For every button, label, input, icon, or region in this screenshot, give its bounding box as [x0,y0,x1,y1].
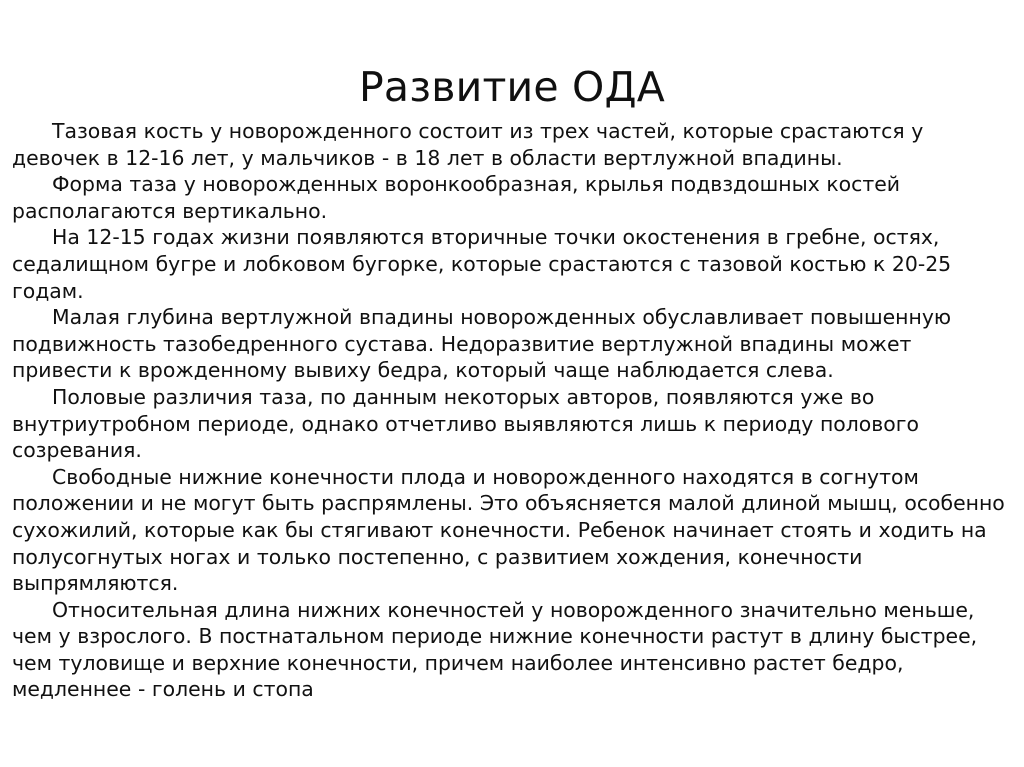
paragraph-4: Малая глубина вертлужной впадины новорожденных обуславливает повышенную подвижность тазобедренного сустава. Недоразвитие вертлужной впадины может привести к врожденному вывиху бедра, который чаще наблюдается слева. [12,305,952,383]
paragraph-3: На 12-15 годах жизни появляются вторичные точки окостенения в гребне, остях, седалищном бугре и лобковом бугорке, которые срастаются с тазовой костью к 20-25 годам. [12,225,952,303]
paragraph-2: Форма таза у новорожденных воронкообразная, крылья подвздошных костей располагаются вертикально. [12,172,901,223]
paragraph-6: Свободные нижние конечности плода и новорожденного находятся в согнутом положении и не могут быть распрямлены. Это объясняется малой длиной мышц, особенно сухожилий, которые как бы стягивают конечности. Ребенок начинает стоять и ходить на полусогнутых ногах и только постепенно, с развитием хождения, конечности выпрямляются. [12,464,1005,596]
page-title: Развитие ОДА [359,63,665,112]
paragraph-1: Тазовая кость у новорожденного состоит из трех частей, которые срастаются у девочек в 12-16 лет, у мальчиков - в 18 лет в области вертлужной впадины. [12,119,924,170]
paragraph-5: Половые различия таза, по данным некоторых авторов, появляются уже во внутриутробном периоде, однако отчетливо выявляются лишь к периоду полового созревания. [12,384,919,463]
paragraph-7: Относительная длина нижних конечностей у новорожденного значительно меньше, чем у взрослого. В постнатальном периоде нижние конечности растут в длину быстрее, чем туловище и верхние конечности, причем наиболее интенсивно растет бедро, медленнее - голень и стопа [12,597,978,702]
slide-body-text [12,118,1012,703]
